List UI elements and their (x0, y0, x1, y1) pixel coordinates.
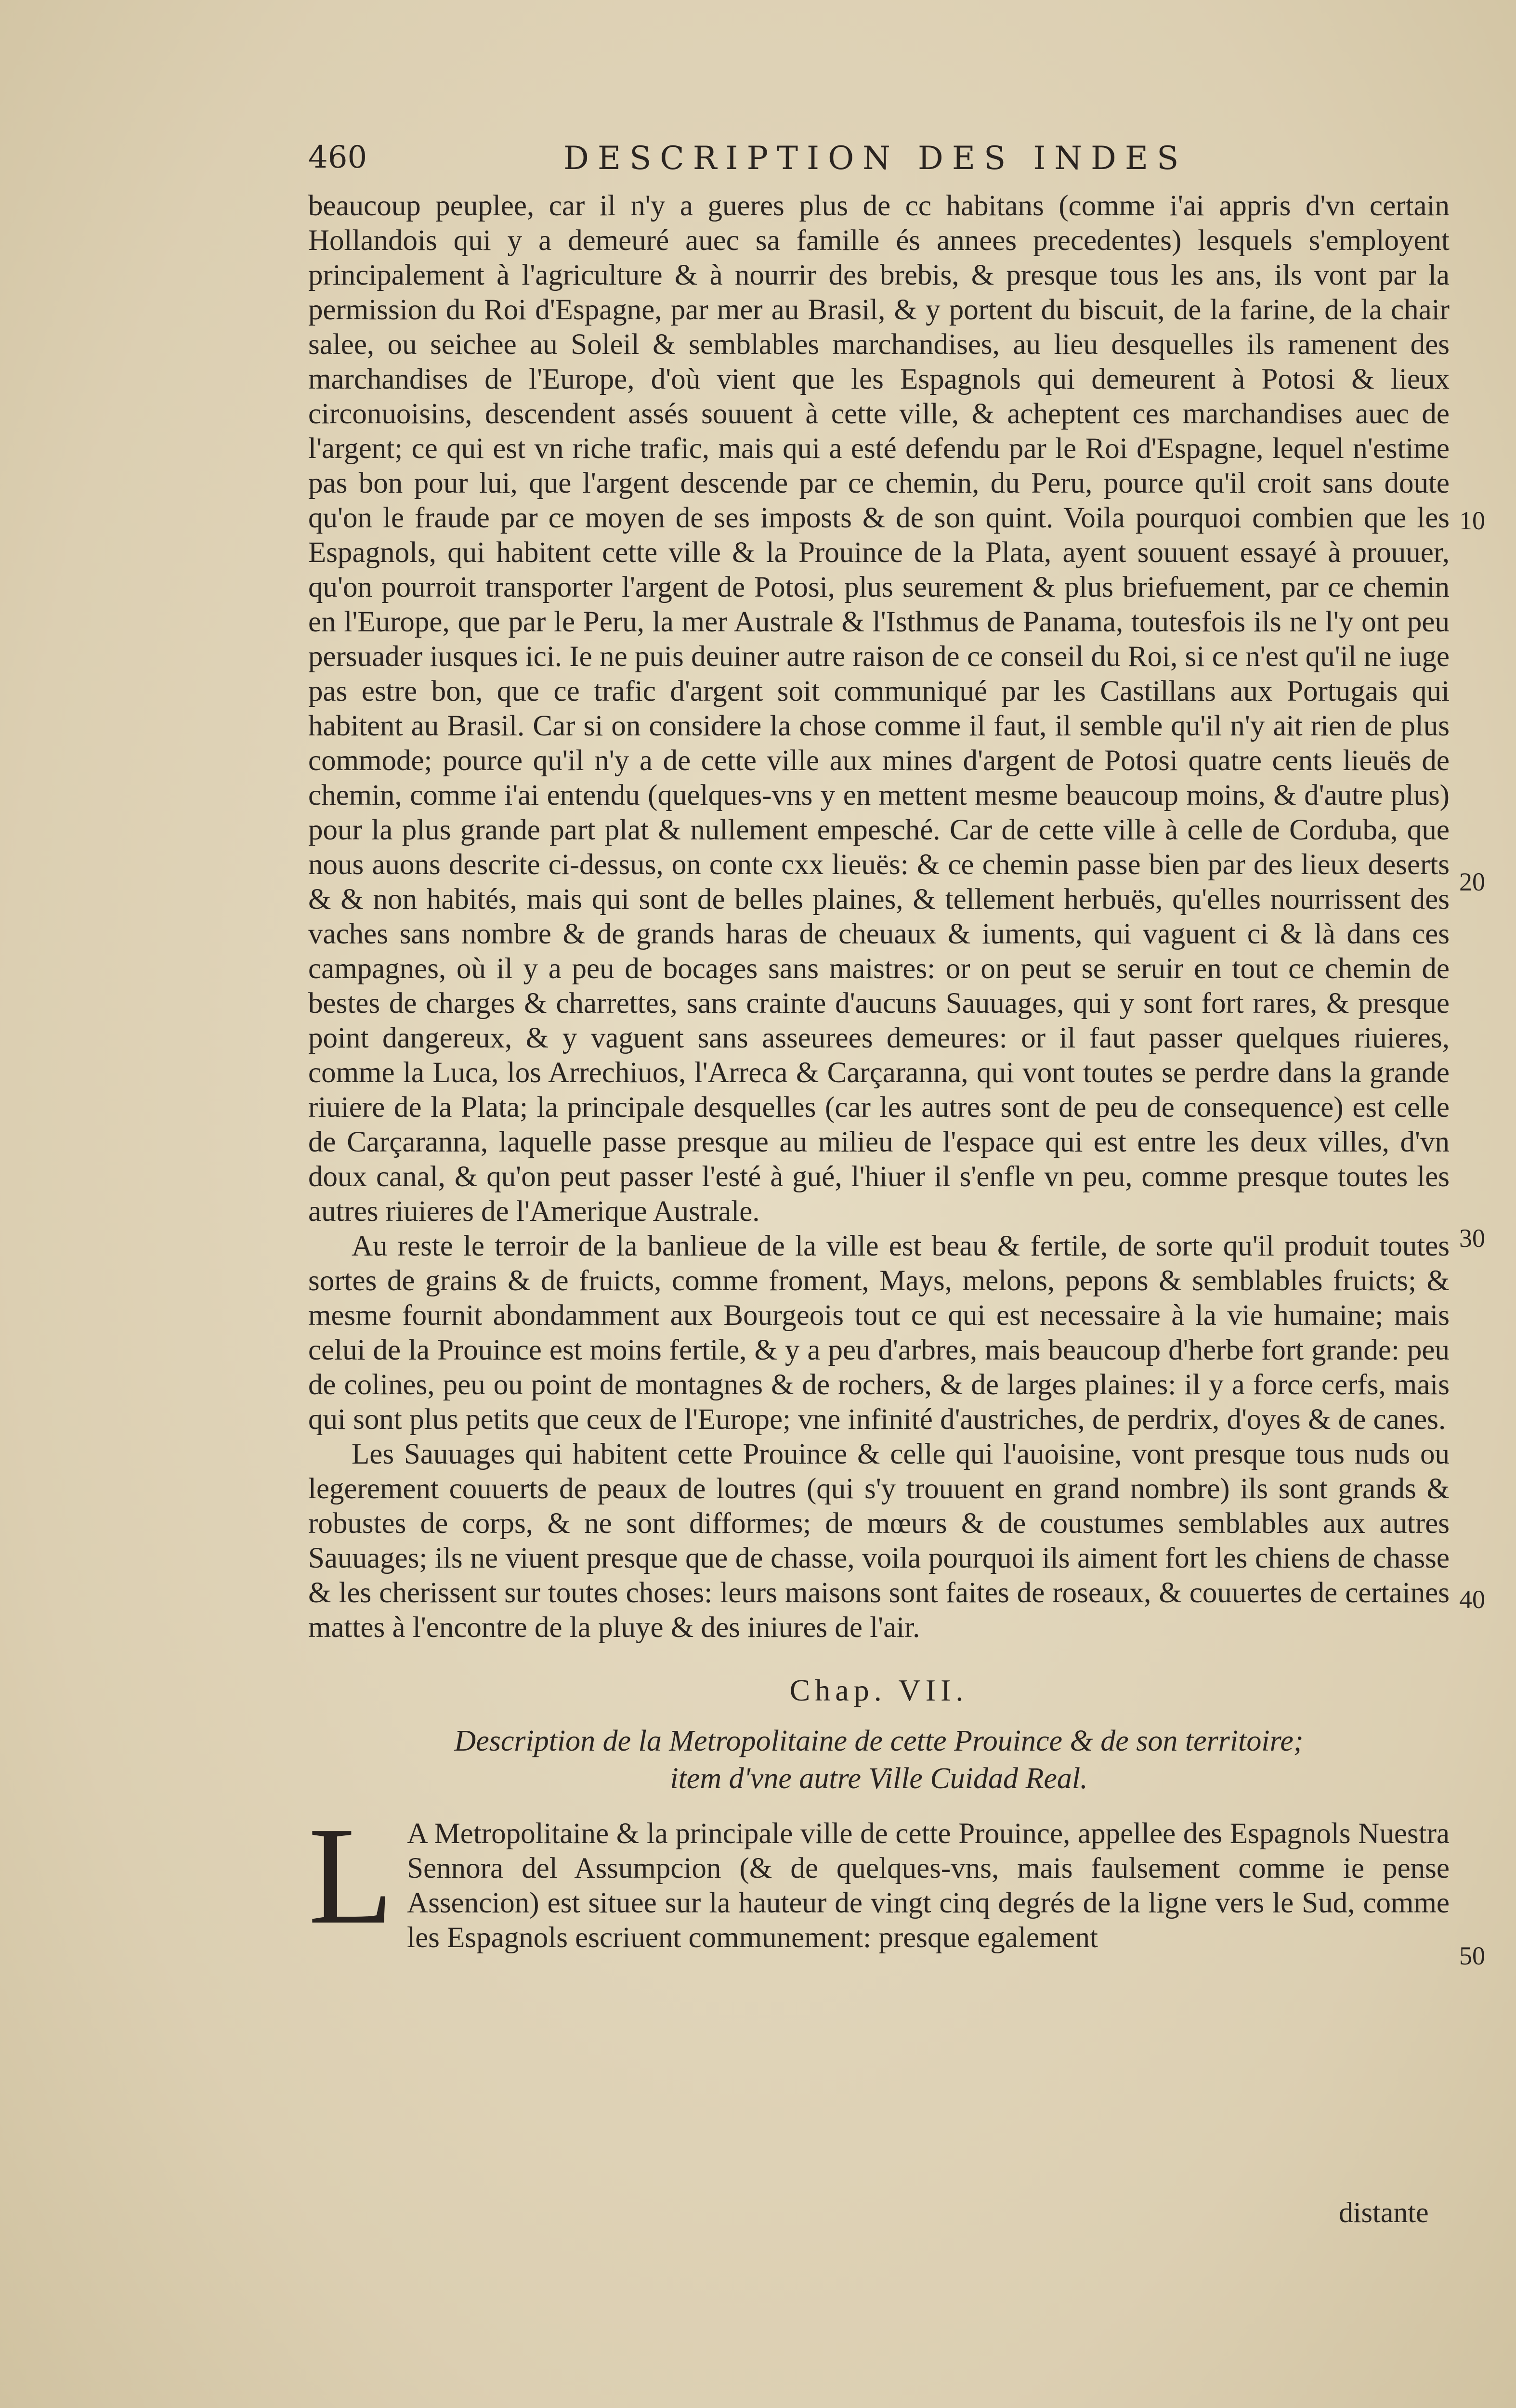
drop-cap: L (308, 1798, 394, 1953)
paragraph-final-text: A Metropolitaine & la principale ville de cette Prouince, appellee des Espagnols Nuestra Sennora del Assumpcion (& de quelques-vns, mais faulsement comme ie pense Assencion) est situee sur la hauteur de vingt cinq degrés de la ligne vers le Sud, comme les Espagnols escriuent communement: presque egalement (407, 1818, 1450, 1954)
page-header (308, 140, 1474, 188)
page-number: 460 (308, 140, 367, 175)
paragraph-2: Au reste le terroir de la banlieue de la ville est beau & fertile, de sorte qu'il produit toutes sortes de grains & de fruicts, comme froment, Mays, melons, pepons & semblables fruicts; & mesme fournit abondamment aux Bourgeois tout ce qui est necessaire à la vie humaine; mais celui de la Prouince est moins fertile, & y a peu d'arbres, mais beaucoup d'herbe fort grande: peu de colines, peu ou point de montagnes & de rochers, & de larges plaines: il y a force cerfs, mais qui sont plus petits que ceux de l'Europe; vne infinité d'austriches, de perdrix, d'oyes & de canes. (308, 1230, 1450, 1436)
margin-line-number-30: 30 (1459, 1224, 1485, 1253)
margin-line-number-20: 20 (1459, 867, 1485, 896)
catchword: distante (1339, 2197, 1429, 2228)
body-text (308, 189, 1450, 1955)
margin-line-number-50: 50 (1459, 1941, 1485, 1970)
paragraph-final (308, 1798, 1450, 1955)
paragraph-3: Les Sauuages qui habitent cette Prouince & celle qui l'auoisine, vont presque tous nuds ou legerement couuerts de peaux de loutres (qui s'y trouuent en grand nombre) ils sont grands & robustes de corps, & ne sont difformes; de mœurs & de coustumes semblables aux autres Sauuages; ils ne viuent presque que de chasse, voila pourquoi ils aiment fort les chiens de chasse & les cherissent sur toutes choses: leurs maisons sont faites de roseaux, & couuertes de certaines mattes à l'encontre de la pluye & des iniures de l'air. (308, 1438, 1450, 1644)
chapter-subtitle-line-1: Description de la Metropolitaine de cette Prouince & de son territoire; (454, 1725, 1304, 1757)
chapter-subtitle-line-2: item d'vne autre Ville Cuidad Real. (670, 1762, 1088, 1795)
chapter-heading: Chap. VII. (789, 1673, 968, 1707)
running-title: DESCRIPTION DES INDES (563, 140, 1188, 177)
chapter-subtitle (308, 1722, 1450, 1797)
margin-line-number-10: 10 (1459, 506, 1485, 535)
paragraph-1: beaucoup peuplee, car il n'y a gueres plus de cc habitans (comme i'ai appris d'vn certain Hollandois qui y a demeuré auec sa famille és annees precedentes) lesquels s'employent principalement à l'agriculture & à nourrir des brebis, & presque tous les ans, ils vont par la permission du Roi d'Espagne, par mer au Brasil, & y portent du biscuit, de la farine, de la chair salee, ou seichee au Soleil & semblables marchandises, au lieu desquelles ils ramenent des marchandises de l'Europe, d'où vient que les Espagnols qui demeurent à Potosi & lieux circonuoisins, descendent assés souuent à cette ville, & acheptent ces marchandises auec de l'argent; ce qui est vn riche trafic, mais qui a esté defendu par le Roi d'Espagne, lequel n'estime pas bon pour lui, que l'argent descende par ce chemin, du Peru, pource qu'il croit sans doute qu'on le fraude par ce moyen de ses imposts & de son quint. Voila pourquoi combien que les Espagnols, qui habitent cette ville & la Prouince de la Plata, ayent souuent essayé à prouuer, qu'on pourroit transporter l'argent de Potosi, plus seurement & plus briefuement, par ce chemin en l'Europe, que par le Peru, la mer Australe & l'Isthmus de Panama, toutesfois ils ne l'y ont peu persuader iusques ici. Ie ne puis deuiner autre raison de ce conseil du Roi, si ce n'est qu'il ne iuge pas estre bon, que ce trafic d'argent soit communiqué par les Castillans aux Portugais qui habitent au Brasil. Car si on considere la chose comme il faut, il semble qu'il n'y ait rien de plus commode; pource qu'il n'y a de cette ville aux mines d'argent de Potosi quatre cents lieuës de chemin, comme i'ai entendu (quelques-vns y en mettent mesme beaucoup moins, & d'autre plus) pour la plus grande part plat & nullement empesché. Car de cette ville à celle de Corduba, que nous auons descrite ci-dessus, on conte cxx lieuës: & ce chemin passe bien par des lieux deserts & & non habités, mais qui sont de belles plaines, & tellement herbuës, qu'elles nourrissent des vaches sans nombre & de grands haras de cheuaux & iuments, qui vaguent ci & là dans ces campagnes, où il y a peu de bocages sans maistres: or on peut se seruir en tout ce chemin de bestes de charges & charrettes, sans crainte d'aucuns Sauuages, qui y sont fort rares, & presque point dangereux, & y vaguent sans asseurees demeures: or il faut passer quelques riuieres, comme la Luca, los Arrechiuos, l'Arreca & Carçaranna, qui vont toutes se perdre dans la grande riuiere de la Plata; la principale desquelles (car les autres sont de peu de consequence) est celle de Carçaranna, laquelle passe presque au milieu de l'espace qui est entre les deux villes, d'vn doux canal, & qu'on peut passer l'esté à gué, l'hiuer il s'enfle vn peu, comme presque toutes les autres riuieres de l'Amerique Australe. (308, 190, 1450, 1228)
margin-line-number-40: 40 (1459, 1585, 1485, 1614)
